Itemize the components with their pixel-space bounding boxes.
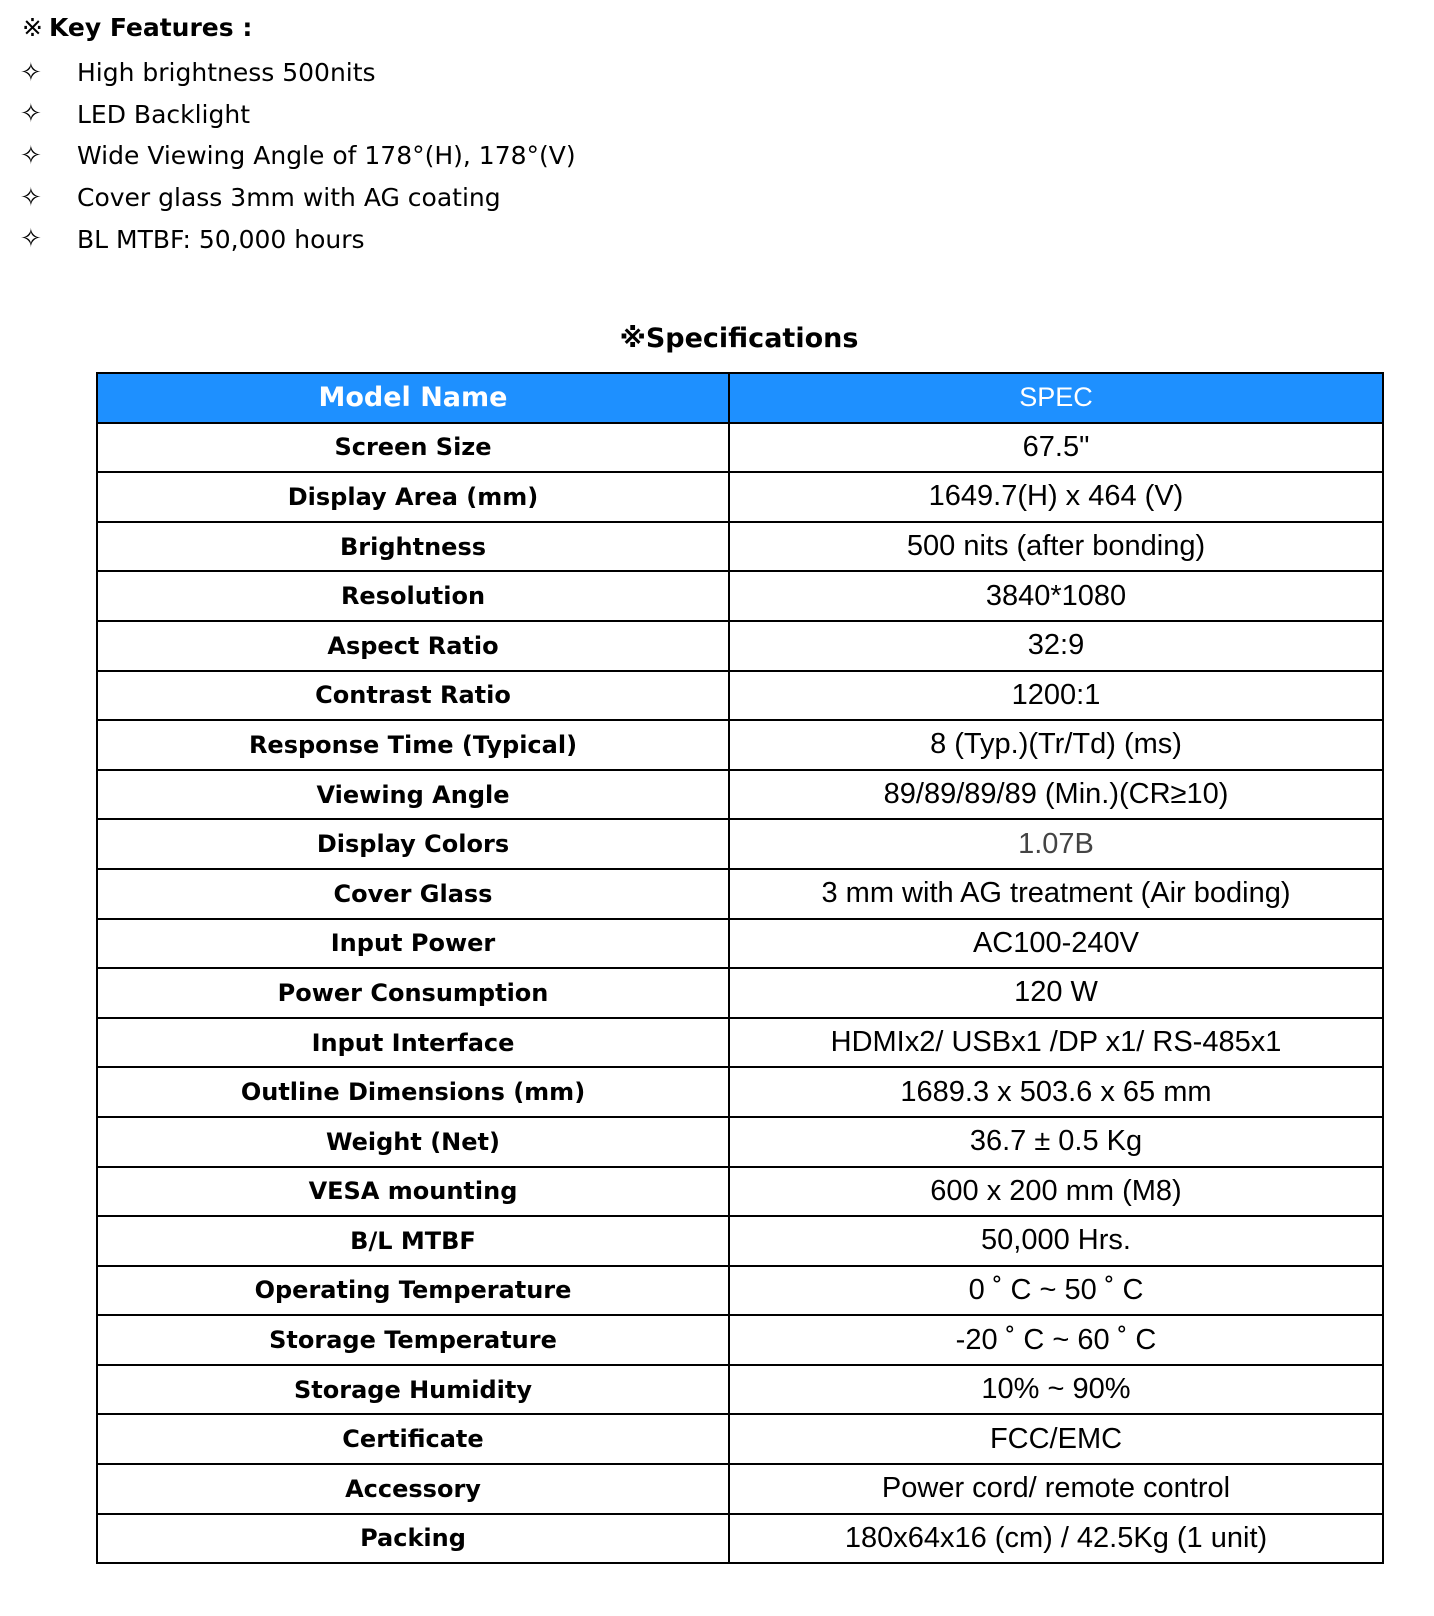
spec-value: FCC/EMC: [729, 1414, 1383, 1464]
table-row: [97, 522, 1383, 572]
spec-label: Storage Temperature: [97, 1315, 729, 1365]
table-row: [97, 1067, 1383, 1117]
table-row: [97, 423, 1383, 473]
spec-label: Contrast Ratio: [97, 671, 729, 721]
header-model-name: Model Name: [97, 373, 729, 423]
table-row: [97, 472, 1383, 522]
star-bullet-icon: ✧: [20, 140, 42, 171]
star-bullet-icon: ✧: [20, 57, 42, 88]
spec-label: Resolution: [97, 571, 729, 621]
table-row: [97, 1018, 1383, 1068]
feature-item: [20, 218, 576, 260]
table-row: [97, 819, 1383, 869]
feature-item: [20, 177, 576, 219]
table-row: [97, 1464, 1383, 1514]
spec-value: 0 ˚ C ~ 50 ˚ C: [729, 1266, 1383, 1316]
spec-value: 67.5": [729, 423, 1383, 473]
spec-label: Weight (Net): [97, 1117, 729, 1167]
feature-text: LED Backlight: [77, 99, 251, 129]
feature-text: Wide Viewing Angle of 178°(H), 178°(V): [77, 141, 576, 171]
spec-label: Response Time (Typical): [97, 720, 729, 770]
spec-value: 8 (Typ.)(Tr/Td) (ms): [729, 720, 1383, 770]
table-header-row: [97, 373, 1383, 423]
table-row: [97, 770, 1383, 820]
table-row: [97, 720, 1383, 770]
feature-text: High brightness 500nits: [77, 58, 376, 88]
spec-value: 89/89/89/89 (Min.)(CR≥10): [729, 770, 1383, 820]
table-row: [97, 1414, 1383, 1464]
table-row: [97, 869, 1383, 919]
table-row: [97, 919, 1383, 969]
table-row: [97, 621, 1383, 671]
table-row: [97, 1216, 1383, 1266]
spec-label: Certificate: [97, 1414, 729, 1464]
feature-item: [20, 94, 576, 136]
feature-text: BL MTBF: 50,000 hours: [77, 224, 365, 254]
feature-item: [20, 52, 576, 94]
specifications-table-body: [97, 423, 1383, 1564]
spec-label: Outline Dimensions (mm): [97, 1067, 729, 1117]
feature-item: [20, 135, 576, 177]
spec-label: Storage Humidity: [97, 1365, 729, 1415]
spec-value: 120 W: [729, 968, 1383, 1018]
spec-value: 1200:1: [729, 671, 1383, 721]
feature-text: Cover glass 3mm with AG coating: [77, 183, 501, 213]
spec-label: Brightness: [97, 522, 729, 572]
spec-value: -20 ˚ C ~ 60 ˚ C: [729, 1315, 1383, 1365]
spec-label: Cover Glass: [97, 869, 729, 919]
star-bullet-icon: ✧: [20, 99, 42, 130]
table-row: [97, 968, 1383, 1018]
table-row: [97, 671, 1383, 721]
spec-label: Accessory: [97, 1464, 729, 1514]
star-bullet-icon: ✧: [20, 224, 42, 255]
spec-value: 3 mm with AG treatment (Air boding): [729, 869, 1383, 919]
spec-value: Power cord/ remote control: [729, 1464, 1383, 1514]
table-row: [97, 1365, 1383, 1415]
spec-label: Input Interface: [97, 1018, 729, 1068]
reference-mark-icon: ※: [22, 12, 43, 42]
spec-label: Input Power: [97, 919, 729, 969]
spec-label: Screen Size: [97, 423, 729, 473]
spec-value: 1689.3 x 503.6 x 65 mm: [729, 1067, 1383, 1117]
spec-value: 600 x 200 mm (M8): [729, 1167, 1383, 1217]
table-row: [97, 1167, 1383, 1217]
spec-label: VESA mounting: [97, 1167, 729, 1217]
key-features-heading: [22, 10, 252, 44]
spec-value: 1649.7(H) x 464 (V): [729, 472, 1383, 522]
spec-value: 50,000 Hrs.: [729, 1216, 1383, 1266]
header-spec: SPEC: [729, 373, 1383, 423]
spec-value: 36.7 ± 0.5 Kg: [729, 1117, 1383, 1167]
spec-label: Packing: [97, 1514, 729, 1564]
key-features-title: Key Features :: [48, 12, 253, 42]
spec-label: Display Area (mm): [97, 472, 729, 522]
spec-label: Operating Temperature: [97, 1266, 729, 1316]
spec-label: Viewing Angle: [97, 770, 729, 820]
spec-value: 1.07B: [729, 819, 1383, 869]
spec-label: Display Colors: [97, 819, 729, 869]
specifications-table: [96, 372, 1384, 1564]
spec-value: AC100-240V: [729, 919, 1383, 969]
spec-label: Aspect Ratio: [97, 621, 729, 671]
spec-value: HDMIx2/ USBx1 /DP x1/ RS-485x1: [729, 1018, 1383, 1068]
spec-value: 180x64x16 (cm) / 42.5Kg (1 unit): [729, 1514, 1383, 1564]
specifications-title: ※Specifications: [619, 322, 859, 354]
key-features-list: [20, 52, 576, 260]
spec-value: 10% ~ 90%: [729, 1365, 1383, 1415]
spec-label: Power Consumption: [97, 968, 729, 1018]
table-row: [97, 1117, 1383, 1167]
table-row: [97, 1514, 1383, 1564]
spec-value: 3840*1080: [729, 571, 1383, 621]
table-row: [97, 1266, 1383, 1316]
spec-value: 500 nits (after bonding): [729, 522, 1383, 572]
spec-value: 32:9: [729, 621, 1383, 671]
spec-label: B/L MTBF: [97, 1216, 729, 1266]
table-row: [97, 1315, 1383, 1365]
star-bullet-icon: ✧: [20, 182, 42, 213]
table-row: [97, 571, 1383, 621]
